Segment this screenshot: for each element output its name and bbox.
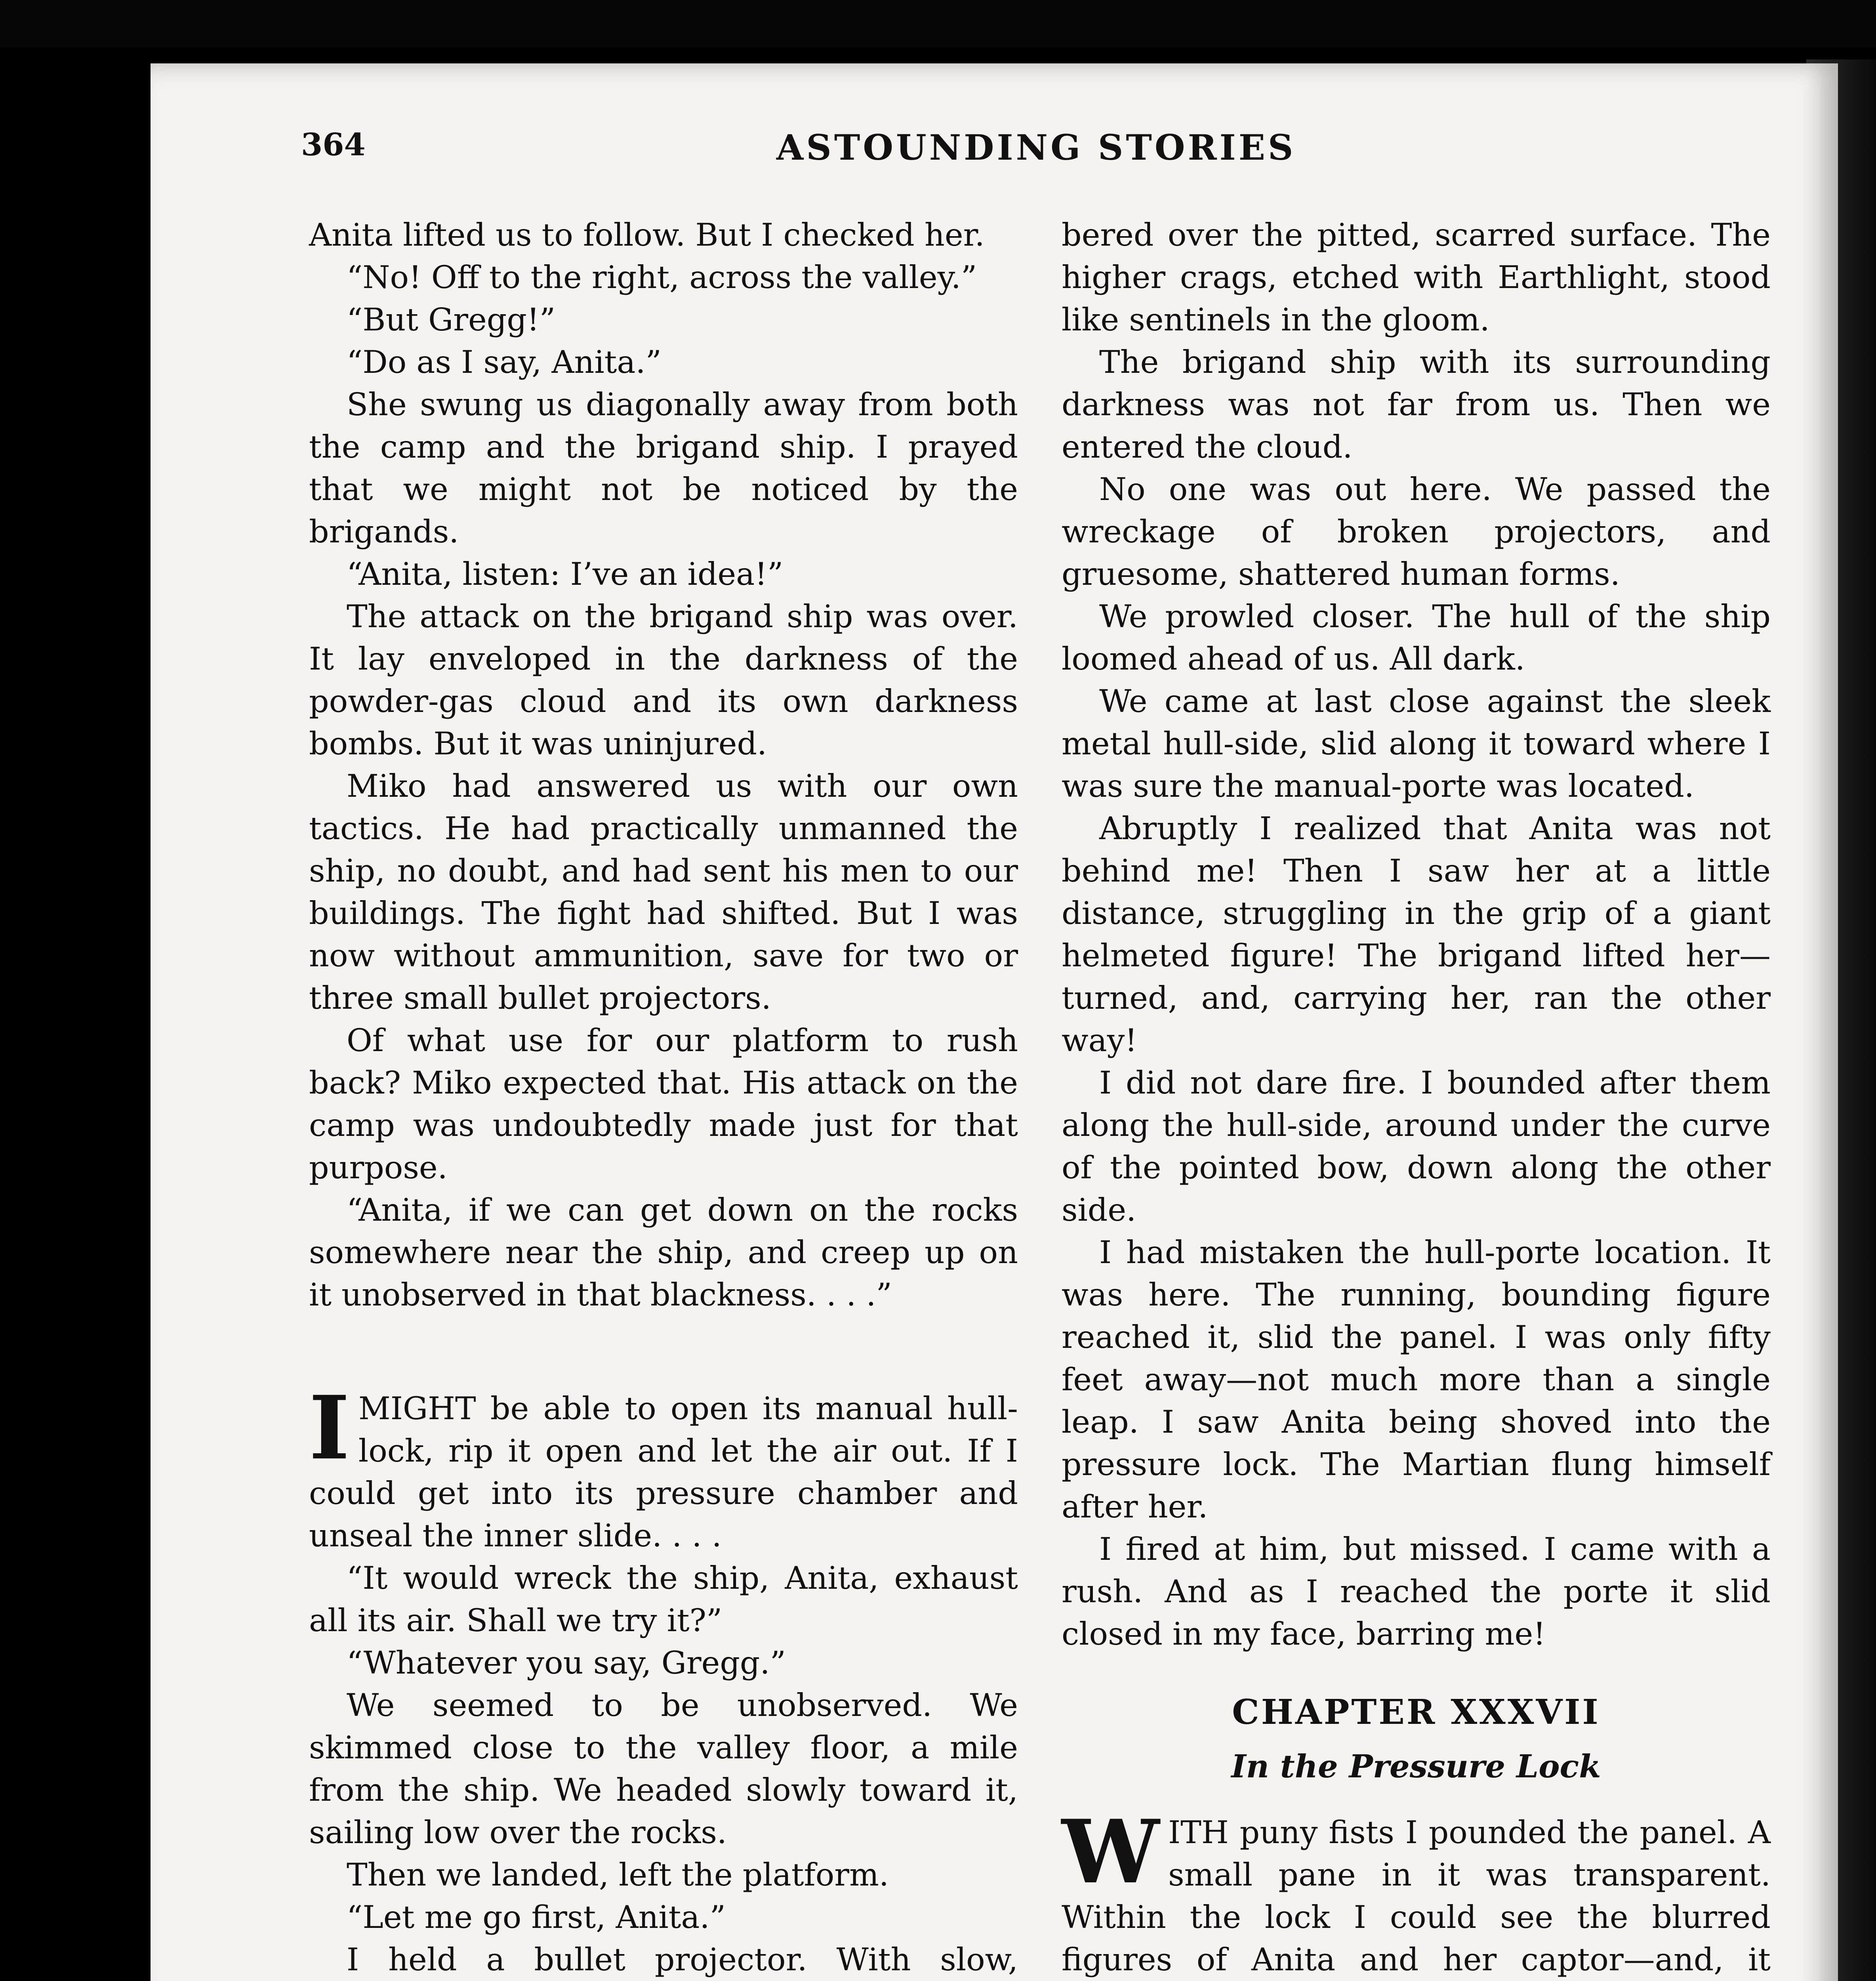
paragraph: bered over the pitted, scarred surface. The higher crags, etched with Earthlight, stood like sentinels in the gloom. <box>1062 217 1771 338</box>
scan-top-border <box>0 0 1876 48</box>
dropcap-paragraph <box>309 1376 1018 1557</box>
paragraph: I did not dare fire. I bounded after them along the hull-side, around under the curve of the pointed bow, down along the other side. <box>1062 1065 1771 1228</box>
paragraph-text: ITH puny fists I pounded the panel. A small pane in it was transparent. Within the lock I could see the blurred figures of Anita and her captor—and, it <box>1062 1814 1771 1978</box>
paragraph: “It would wreck the ship, Anita, exhaust all its air. Shall we try it?” <box>309 1560 1018 1639</box>
drop-cap: I <box>309 1376 350 1479</box>
paragraph: “Whatever you say, Gregg.” <box>347 1645 786 1681</box>
running-title: ASTOUNDING STORIES <box>776 127 1296 168</box>
chapter-heading: CHAPTER XXXVII <box>1232 1692 1600 1732</box>
paragraph: We prowled closer. The hull of the ship loomed ahead of us. All dark. <box>1062 598 1771 677</box>
paragraph: Then we landed, left the platform. <box>347 1857 889 1893</box>
paragraph: “No! Off to the right, across the valley.” <box>347 259 977 296</box>
paragraph: “Let me go first, Anita.” <box>347 1899 726 1935</box>
paragraph-text: MIGHT be able to open its manual hull-lock, rip it open and let the air out. If I could get into its pressure chamber and unseal the inner slide. . . . <box>309 1390 1018 1554</box>
page-number: 364 <box>301 127 366 163</box>
paragraph: I held a bullet projector. With slow, <box>347 1941 1018 1978</box>
paragraph: We came at last close against the sleek metal hull-side, slid along it toward where I was sure the manual-porte was located. <box>1062 683 1771 804</box>
paragraph: Abruptly I realized that Anita was not behind me! Then I saw her at a little distance, struggling in the grip of a giant helmeted figure! The brigand lifted her—turned, and, carrying her, ran the other way! <box>1062 810 1771 1059</box>
drop-cap: W <box>1062 1800 1160 1903</box>
paragraph: “Anita, if we can get down on the rocks somewhere near the ship, and creep up on it unobserved in that blackness. . . .” <box>309 1192 1018 1313</box>
paragraph: The attack on the brigand ship was over. It lay enveloped in the darkness of the powder-gas cloud and its own darkness bombs. But it was uninjured. <box>309 598 1018 762</box>
paragraph: “Do as I say, Anita.” <box>347 344 662 380</box>
paragraph: “Anita, listen: I’ve an idea!” <box>347 556 784 592</box>
page-header <box>301 127 1767 174</box>
right-column <box>1062 214 1771 1981</box>
paragraph: Of what use for our platform to rush back? Miko expected that. His attack on the camp was undoubtedly made just for that purpose. <box>309 1022 1018 1186</box>
paragraph: She swung us diagonally away from both the camp and the brigand ship. I prayed that we might not be noticed by the brigands. <box>309 386 1018 550</box>
section-break <box>309 1316 1018 1387</box>
paragraph: The brigand ship with its surrounding darkness was not far from us. Then we entered the cloud. <box>1062 344 1771 465</box>
paragraph: We seemed to be unobserved. We skimmed close to the valley floor, a mile from the ship. We headed slowly toward it, sailing low over the rocks. <box>309 1687 1018 1851</box>
paragraph: I had mistaken the hull-porte location. It was here. The running, bounding figure reached it, slid the panel. I was only fifty feet away—not much more than a single leap. I saw Anita being shoved into the pressure lock. The Martian flung himself after her. <box>1062 1234 1771 1525</box>
paragraph: I fired at him, but missed. I came with a rush. And as I reached the porte it slid closed in my face, barring me! <box>1062 1531 1771 1652</box>
paragraph: “But Gregg!” <box>347 302 556 338</box>
chapter-subtitle: In the Pressure Lock <box>1231 1748 1601 1785</box>
paragraph: Anita lifted us to follow. But I checked her. <box>309 217 985 253</box>
dropcap-paragraph <box>1062 1800 1771 1981</box>
paragraph: Miko had answered us with our own tactics. He had practically unmanned the ship, no doubt, and had sent his men to our buildings. The fight had shifted. But I was now without ammunition, save for two or three small bullet projectors. <box>309 768 1018 1016</box>
paragraph: No one was out here. We passed the wreckage of broken projectors, and gruesome, shattered human forms. <box>1062 471 1771 592</box>
left-column <box>309 214 1018 1981</box>
